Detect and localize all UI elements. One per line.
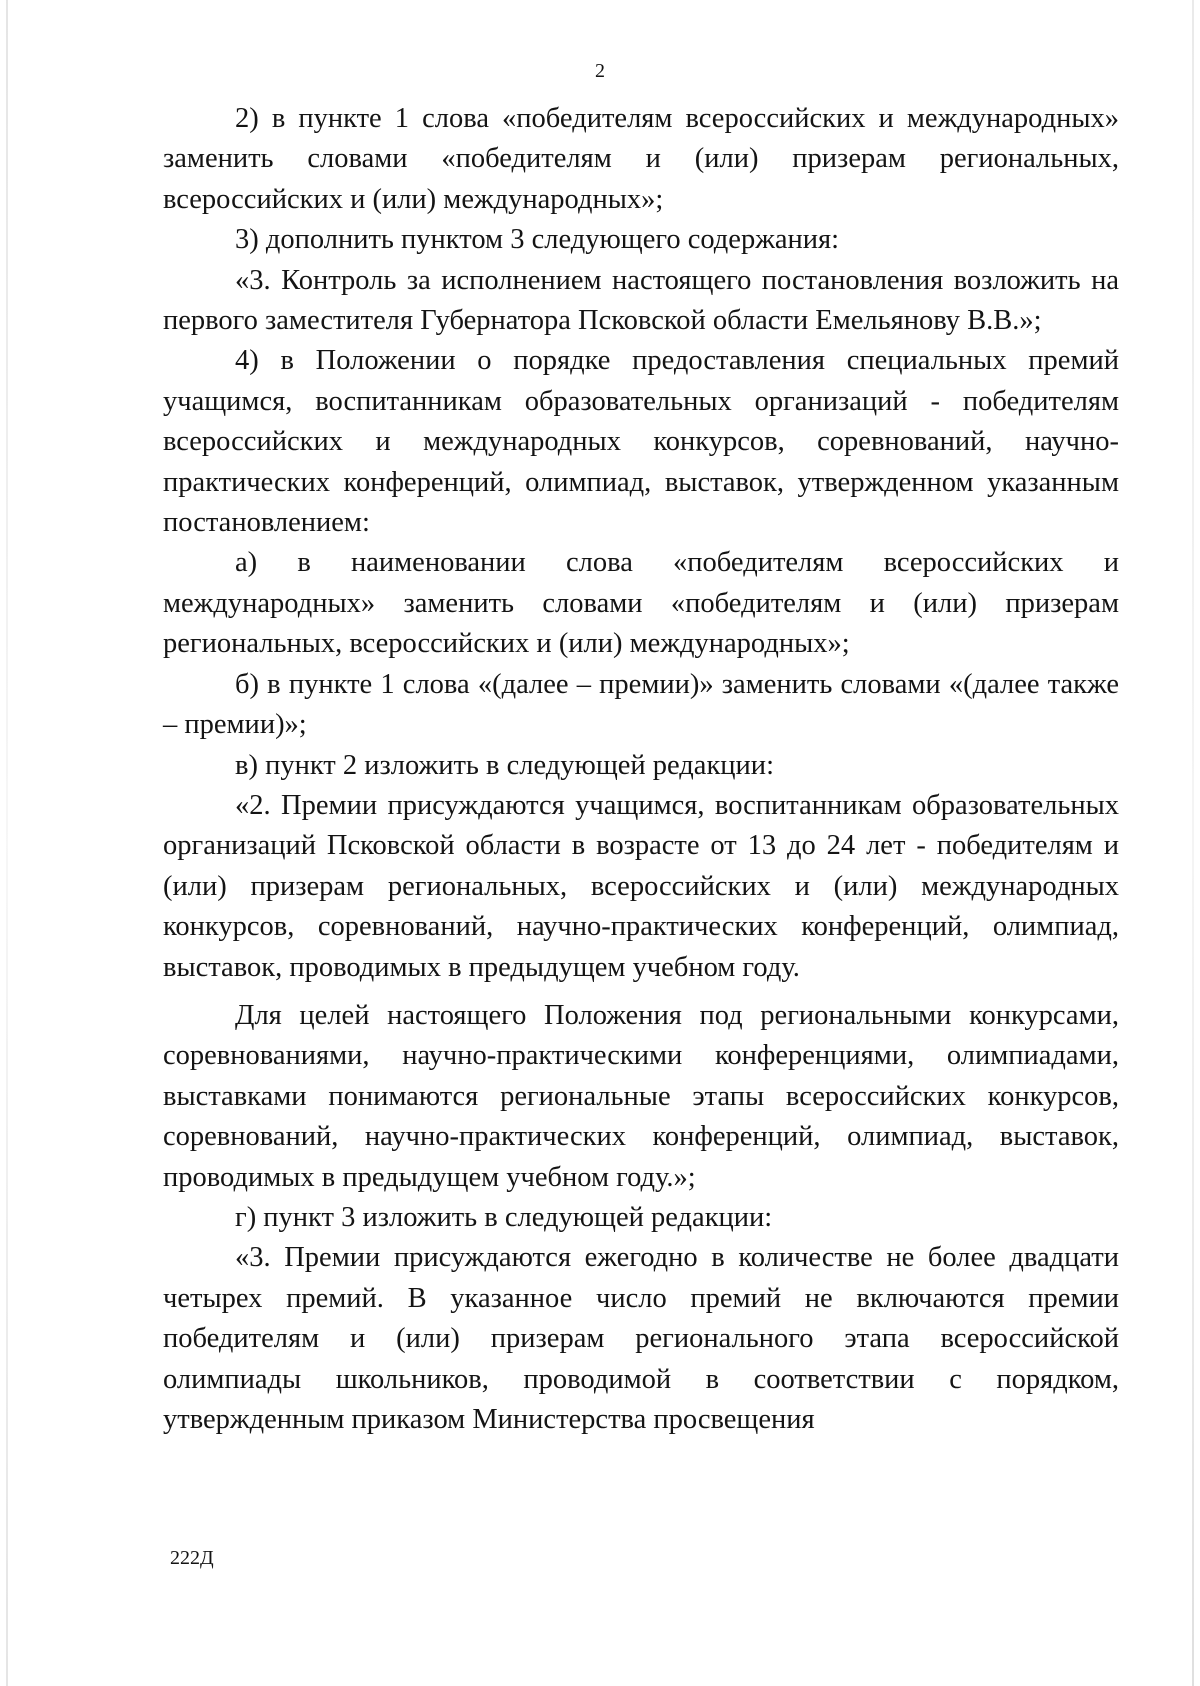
paragraph-item-3: 3) дополнить пунктом 3 следующего содержания: — [235, 224, 840, 256]
paragraph-clause-3-text: «3. Контроль за исполнением настоящего постановления возложить на первого заместителя Губернатора Псковской области Емельянову В.В.»; — [163, 264, 1119, 337]
scan-edge-right — [1192, 0, 1194, 1686]
document-code: 222Д — [170, 1547, 214, 1569]
page-number: 2 — [595, 60, 605, 82]
paragraph-subitem-g: г) пункт 3 изложить в следующей редакции: — [235, 1201, 773, 1233]
paragraph-item-2: 2) в пункте 1 слова «победителям всероссийских и международных» заменить словами «победителям и (или) призерам региональных, всероссийских и (или) международных»; — [163, 103, 1119, 215]
paragraph-subitem-b: б) в пункте 1 слова «(далее – премии)» заменить словами «(далее также – премии)»; — [163, 668, 1119, 741]
scan-edge-left — [6, 0, 8, 1686]
paragraph-clause-2-text: «2. Премии присуждаются учащимся, воспитанникам образовательных организаций Псковской области в возрасте от 13 до 24 лет - победителям и (или) призерам региональных, всероссийских и (или) международных конкурсов, соревнований, научно-практических конференций, олимпиад, выставок, проводимых в предыдущем учебном году. — [163, 789, 1119, 983]
paragraph-item-4: 4) в Положении о порядке предоставления специальных премий учащимся, воспитанникам образовательных организаций - победителям всероссийских и международных конкурсов, соревнований, научно-практических конференций, олимпиад, выставок, утвержденном указанным постановлением: — [163, 345, 1119, 539]
paragraph-definitions: Для целей настоящего Положения под региональными конкурсами, соревнованиями, научно-практическими конференциями, олимпиадами, выставками понимаются региональные этапы всероссийских конкурсов, соревнований, научно-практических конференций, олимпиад, выставок, проводимых в предыдущем учебном году.»; — [163, 999, 1119, 1193]
document-body — [163, 99, 1119, 1440]
paragraph-subitem-a: а) в наименовании слова «победителям всероссийских и международных» заменить словами «победителям и (или) призерам региональных, всероссийских и (или) международных»; — [163, 547, 1119, 660]
paragraph-clause-3-new-text: «3. Премии присуждаются ежегодно в количестве не более двадцати четырех премий. В указанное число премий не включаются премии победителям и (или) призерам регионального этапа всероссийской олимпиады школьников, проводимой в соответствии с порядком, утвержденным приказом Министерства просвещения — [163, 1242, 1119, 1435]
paragraph-subitem-v: в) пункт 2 изложить в следующей редакции: — [235, 749, 774, 781]
